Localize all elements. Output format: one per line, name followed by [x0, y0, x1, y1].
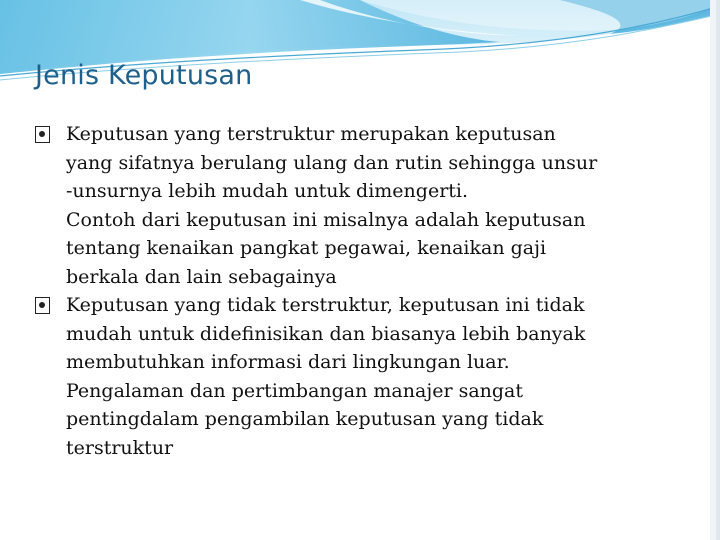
bullet-paragraph-unstructured	[35, 291, 705, 462]
paragraph-line: berkala dan lain sebagainya	[66, 265, 337, 288]
paragraph-line: Contoh dari keputusan ini misalnya adalah keputusan	[66, 208, 586, 231]
square-bullet-icon	[35, 126, 50, 143]
paragraph-line: Keputusan yang terstruktur merupakan keputusan	[66, 123, 556, 145]
paragraph-line: pentingdalam pengambilan keputusan yang tidak	[66, 408, 544, 430]
bullet-paragraph-structured	[35, 120, 705, 291]
paragraph-line: terstruktur	[66, 436, 174, 459]
paragraph-line: tentang kenaikan pangkat pegawai, kenaikan gaji	[66, 237, 547, 259]
paragraph-line: yang sifatnya berulang ulang dan rutin sehingga unsur	[66, 151, 598, 174]
square-bullet-icon	[35, 297, 50, 314]
paragraph-line: -unsurnya lebih mudah untuk dimengerti.	[66, 180, 469, 202]
paragraph-line: membutuhkan informasi dari lingkungan luar.	[66, 351, 510, 373]
paragraph-line: Pengalaman dan pertimbangan manajer sangat	[66, 379, 524, 402]
slide-body	[35, 120, 705, 462]
paragraph-line: mudah untuk didefinisikan dan biasanya lebih banyak	[66, 322, 586, 345]
slide-title: Jenis Keputusan	[35, 60, 253, 91]
paragraph-line: Keputusan yang tidak terstruktur, keputusan ini tidak	[66, 294, 585, 316]
